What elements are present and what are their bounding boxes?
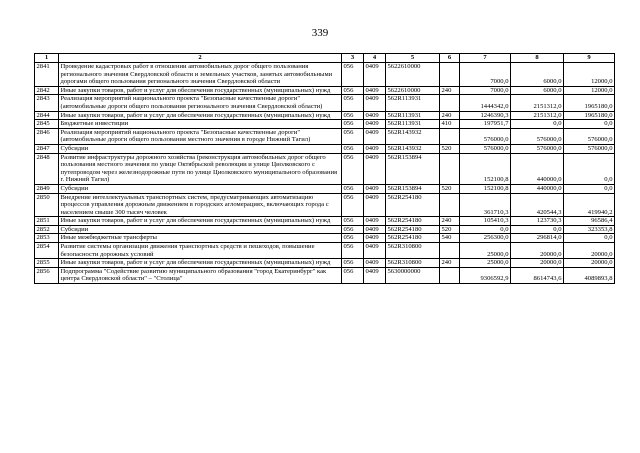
amount-year-1: 197951,7 xyxy=(460,120,511,129)
row-description: Иные межбюджетные трансферты xyxy=(59,234,342,243)
amount-year-2: 8614743,6 xyxy=(511,267,564,283)
expense-type-code: 240 xyxy=(440,86,460,95)
table-row xyxy=(35,267,615,283)
amount-year-3: 20000,0 xyxy=(564,243,615,259)
amount-year-3: 1965180,0 xyxy=(564,95,615,111)
target-article-code: 562R153894 xyxy=(386,184,440,193)
row-description: Бюджетные инвестиции xyxy=(59,120,342,129)
amount-year-2: 576000,0 xyxy=(511,128,564,144)
header-cell: 8 xyxy=(511,54,564,63)
ministry-code: 056 xyxy=(342,259,364,268)
section-code: 0409 xyxy=(364,243,386,259)
row-number: 2847 xyxy=(35,144,59,153)
row-description: Развитие инфраструктуры дорожного хозяйства (реконструкция автомобильных дорог общего пользования местного значения по улице Октябрьской революции и улице Циолковского с путепроводом через железнодорожные пути по улице Циолковского муниципального образования г. Нижний Тагил) xyxy=(59,153,342,184)
expense-type-code xyxy=(440,267,460,283)
expense-type-code: 410 xyxy=(440,120,460,129)
table-row xyxy=(35,259,615,268)
ministry-code: 056 xyxy=(342,111,364,120)
header-cell: 2 xyxy=(59,54,342,63)
row-description: Субсидии xyxy=(59,184,342,193)
expense-type-code xyxy=(440,153,460,184)
target-article-code: 562R254180 xyxy=(386,225,440,234)
amount-year-1: 7000,0 xyxy=(460,86,511,95)
ministry-code: 056 xyxy=(342,120,364,129)
section-code: 0409 xyxy=(364,86,386,95)
table-header-row xyxy=(35,54,615,63)
amount-year-2: 20000,0 xyxy=(511,259,564,268)
table-row xyxy=(35,243,615,259)
table-row xyxy=(35,193,615,217)
row-description: Реализация мероприятий национального проекта "Безопасные качественные дороги" (автомобильные дороги общего пользования местного значения в городе Нижний Тагил) xyxy=(59,128,342,144)
amount-year-2: 20000,0 xyxy=(511,243,564,259)
row-description: Проведение кадастровых работ в отношении автомобильных дорог общего пользования регионального значения Свердловской области и земельных участков, занятых автомобильными дорогами общего пользования регионального значения Свердловской области xyxy=(59,63,342,87)
expense-type-code xyxy=(440,128,460,144)
table-row xyxy=(35,234,615,243)
amount-year-3: 323353,8 xyxy=(564,225,615,234)
ministry-code: 056 xyxy=(342,243,364,259)
amount-year-2: 123730,3 xyxy=(511,217,564,226)
expense-type-code xyxy=(440,193,460,217)
table-row xyxy=(35,111,615,120)
row-number: 2854 xyxy=(35,243,59,259)
expense-type-code: 240 xyxy=(440,259,460,268)
amount-year-1: 576000,0 xyxy=(460,128,511,144)
section-code: 0409 xyxy=(364,259,386,268)
row-number: 2841 xyxy=(35,63,59,87)
table-row xyxy=(35,184,615,193)
amount-year-3: 20000,0 xyxy=(564,259,615,268)
row-description: Субсидии xyxy=(59,144,342,153)
expense-type-code xyxy=(440,243,460,259)
amount-year-3: 12000,0 xyxy=(564,86,615,95)
amount-year-2: 0,0 xyxy=(511,225,564,234)
target-article-code: 5622610000 xyxy=(386,63,440,87)
row-number: 2846 xyxy=(35,128,59,144)
amount-year-1: 25000,0 xyxy=(460,243,511,259)
amount-year-1: 0,0 xyxy=(460,225,511,234)
amount-year-1: 105410,3 xyxy=(460,217,511,226)
section-code: 0409 xyxy=(364,128,386,144)
amount-year-2: 0,0 xyxy=(511,120,564,129)
header-cell: 4 xyxy=(364,54,386,63)
table-row xyxy=(35,120,615,129)
target-article-code: 562R113931 xyxy=(386,111,440,120)
row-description: Развитие системы организации движения транспортных средств и пешеходов, повышение безопасности дорожных условий xyxy=(59,243,342,259)
ministry-code: 056 xyxy=(342,184,364,193)
amount-year-1: 1246390,3 xyxy=(460,111,511,120)
section-code: 0409 xyxy=(364,153,386,184)
row-number: 2848 xyxy=(35,153,59,184)
table-row xyxy=(35,217,615,226)
amount-year-1: 7000,0 xyxy=(460,63,511,87)
amount-year-1: 1444342,0 xyxy=(460,95,511,111)
row-description: Внедрение интеллектуальных транспортных систем, предусматривающих автоматизацию процессов управления дорожным движением в городских агломерациях, включающих города с населением свыше 300 тысяч человек xyxy=(59,193,342,217)
target-article-code: 562R254180 xyxy=(386,234,440,243)
row-description: Иные закупки товаров, работ и услуг для обеспечения государственных (муниципальных) нужд xyxy=(59,217,342,226)
amount-year-2: 6000,0 xyxy=(511,63,564,87)
row-number: 2855 xyxy=(35,259,59,268)
row-number: 2843 xyxy=(35,95,59,111)
expense-type-code: 240 xyxy=(440,217,460,226)
section-code: 0409 xyxy=(364,184,386,193)
header-cell: 9 xyxy=(564,54,615,63)
ministry-code: 056 xyxy=(342,95,364,111)
section-code: 0409 xyxy=(364,63,386,87)
ministry-code: 056 xyxy=(342,193,364,217)
header-cell: 7 xyxy=(460,54,511,63)
section-code: 0409 xyxy=(364,95,386,111)
amount-year-2: 296814,0 xyxy=(511,234,564,243)
row-number: 2849 xyxy=(35,184,59,193)
row-number: 2851 xyxy=(35,217,59,226)
ministry-code: 056 xyxy=(342,153,364,184)
page-number: 339 xyxy=(311,27,329,39)
ministry-code: 056 xyxy=(342,267,364,283)
table-row xyxy=(35,144,615,153)
ministry-code: 056 xyxy=(342,128,364,144)
amount-year-3: 4089893,8 xyxy=(564,267,615,283)
amount-year-2: 2151312,0 xyxy=(511,111,564,120)
row-description: Иные закупки товаров, работ и услуг для обеспечения государственных (муниципальных) нужд xyxy=(59,86,342,95)
amount-year-1: 256300,0 xyxy=(460,234,511,243)
section-code: 0409 xyxy=(364,111,386,120)
amount-year-2: 576000,0 xyxy=(511,144,564,153)
amount-year-3: 96586,4 xyxy=(564,217,615,226)
amount-year-2: 420544,3 xyxy=(511,193,564,217)
row-description: Иные закупки товаров, работ и услуг для обеспечения государственных (муниципальных) нужд xyxy=(59,259,342,268)
amount-year-1: 9306592,9 xyxy=(460,267,511,283)
expense-type-code xyxy=(440,95,460,111)
row-number: 2853 xyxy=(35,234,59,243)
expense-type-code: 520 xyxy=(440,184,460,193)
expense-type-code: 540 xyxy=(440,234,460,243)
target-article-code: 562R310800 xyxy=(386,259,440,268)
amount-year-3: 0,0 xyxy=(564,184,615,193)
expense-type-code: 240 xyxy=(440,111,460,120)
header-cell: 3 xyxy=(342,54,364,63)
amount-year-1: 361710,3 xyxy=(460,193,511,217)
amount-year-3: 419940,2 xyxy=(564,193,615,217)
table-row xyxy=(35,153,615,184)
row-number: 2845 xyxy=(35,120,59,129)
row-description: Подпрограмма "Содействие развитию муниципального образования "город Екатеринбург" как центра Свердловской области" – "Столица" xyxy=(59,267,342,283)
row-number: 2856 xyxy=(35,267,59,283)
header-cell: 1 xyxy=(35,54,59,63)
target-article-code: 5630000000 xyxy=(386,267,440,283)
row-description: Реализация мероприятий национального проекта "Безопасные качественные дороги" (автомобильные дороги общего пользования регионального значения Свердловской области) xyxy=(59,95,342,111)
row-number: 2852 xyxy=(35,225,59,234)
row-number: 2844 xyxy=(35,111,59,120)
table-row xyxy=(35,225,615,234)
amount-year-3: 576000,0 xyxy=(564,144,615,153)
ministry-code: 056 xyxy=(342,234,364,243)
budget-table xyxy=(34,53,615,284)
row-description: Субсидии xyxy=(59,225,342,234)
amount-year-1: 25000,0 xyxy=(460,259,511,268)
expense-type-code: 520 xyxy=(440,144,460,153)
amount-year-2: 6000,0 xyxy=(511,86,564,95)
amount-year-1: 152100,8 xyxy=(460,153,511,184)
target-article-code: 562R310800 xyxy=(386,243,440,259)
header-cell: 6 xyxy=(440,54,460,63)
target-article-code: 5622610000 xyxy=(386,86,440,95)
table-row xyxy=(35,63,615,87)
amount-year-2: 440000,0 xyxy=(511,153,564,184)
section-code: 0409 xyxy=(364,234,386,243)
section-code: 0409 xyxy=(364,225,386,234)
target-article-code: 562R113931 xyxy=(386,95,440,111)
ministry-code: 056 xyxy=(342,225,364,234)
section-code: 0409 xyxy=(364,120,386,129)
row-number: 2850 xyxy=(35,193,59,217)
target-article-code: 562R254180 xyxy=(386,193,440,217)
section-code: 0409 xyxy=(364,217,386,226)
target-article-code: 562R143932 xyxy=(386,144,440,153)
row-number: 2842 xyxy=(35,86,59,95)
target-article-code: 562R153894 xyxy=(386,153,440,184)
header-cell: 5 xyxy=(386,54,440,63)
ministry-code: 056 xyxy=(342,63,364,87)
ministry-code: 056 xyxy=(342,144,364,153)
target-article-code: 562R143932 xyxy=(386,128,440,144)
amount-year-3: 0,0 xyxy=(564,234,615,243)
amount-year-1: 152100,8 xyxy=(460,184,511,193)
ministry-code: 056 xyxy=(342,86,364,95)
expense-type-code: 520 xyxy=(440,225,460,234)
amount-year-3: 0,0 xyxy=(564,120,615,129)
section-code: 0409 xyxy=(364,267,386,283)
target-article-code: 562R113931 xyxy=(386,120,440,129)
amount-year-2: 440000,0 xyxy=(511,184,564,193)
table-row xyxy=(35,128,615,144)
amount-year-3: 12000,0 xyxy=(564,63,615,87)
amount-year-3: 1965180,0 xyxy=(564,111,615,120)
section-code: 0409 xyxy=(364,193,386,217)
amount-year-3: 576000,0 xyxy=(564,128,615,144)
row-description: Иные закупки товаров, работ и услуг для обеспечения государственных (муниципальных) нужд xyxy=(59,111,342,120)
table-row xyxy=(35,95,615,111)
amount-year-2: 2151312,0 xyxy=(511,95,564,111)
section-code: 0409 xyxy=(364,144,386,153)
expense-type-code xyxy=(440,63,460,87)
amount-year-1: 576000,0 xyxy=(460,144,511,153)
target-article-code: 562R254180 xyxy=(386,217,440,226)
amount-year-3: 0,0 xyxy=(564,153,615,184)
ministry-code: 056 xyxy=(342,217,364,226)
table-row xyxy=(35,86,615,95)
